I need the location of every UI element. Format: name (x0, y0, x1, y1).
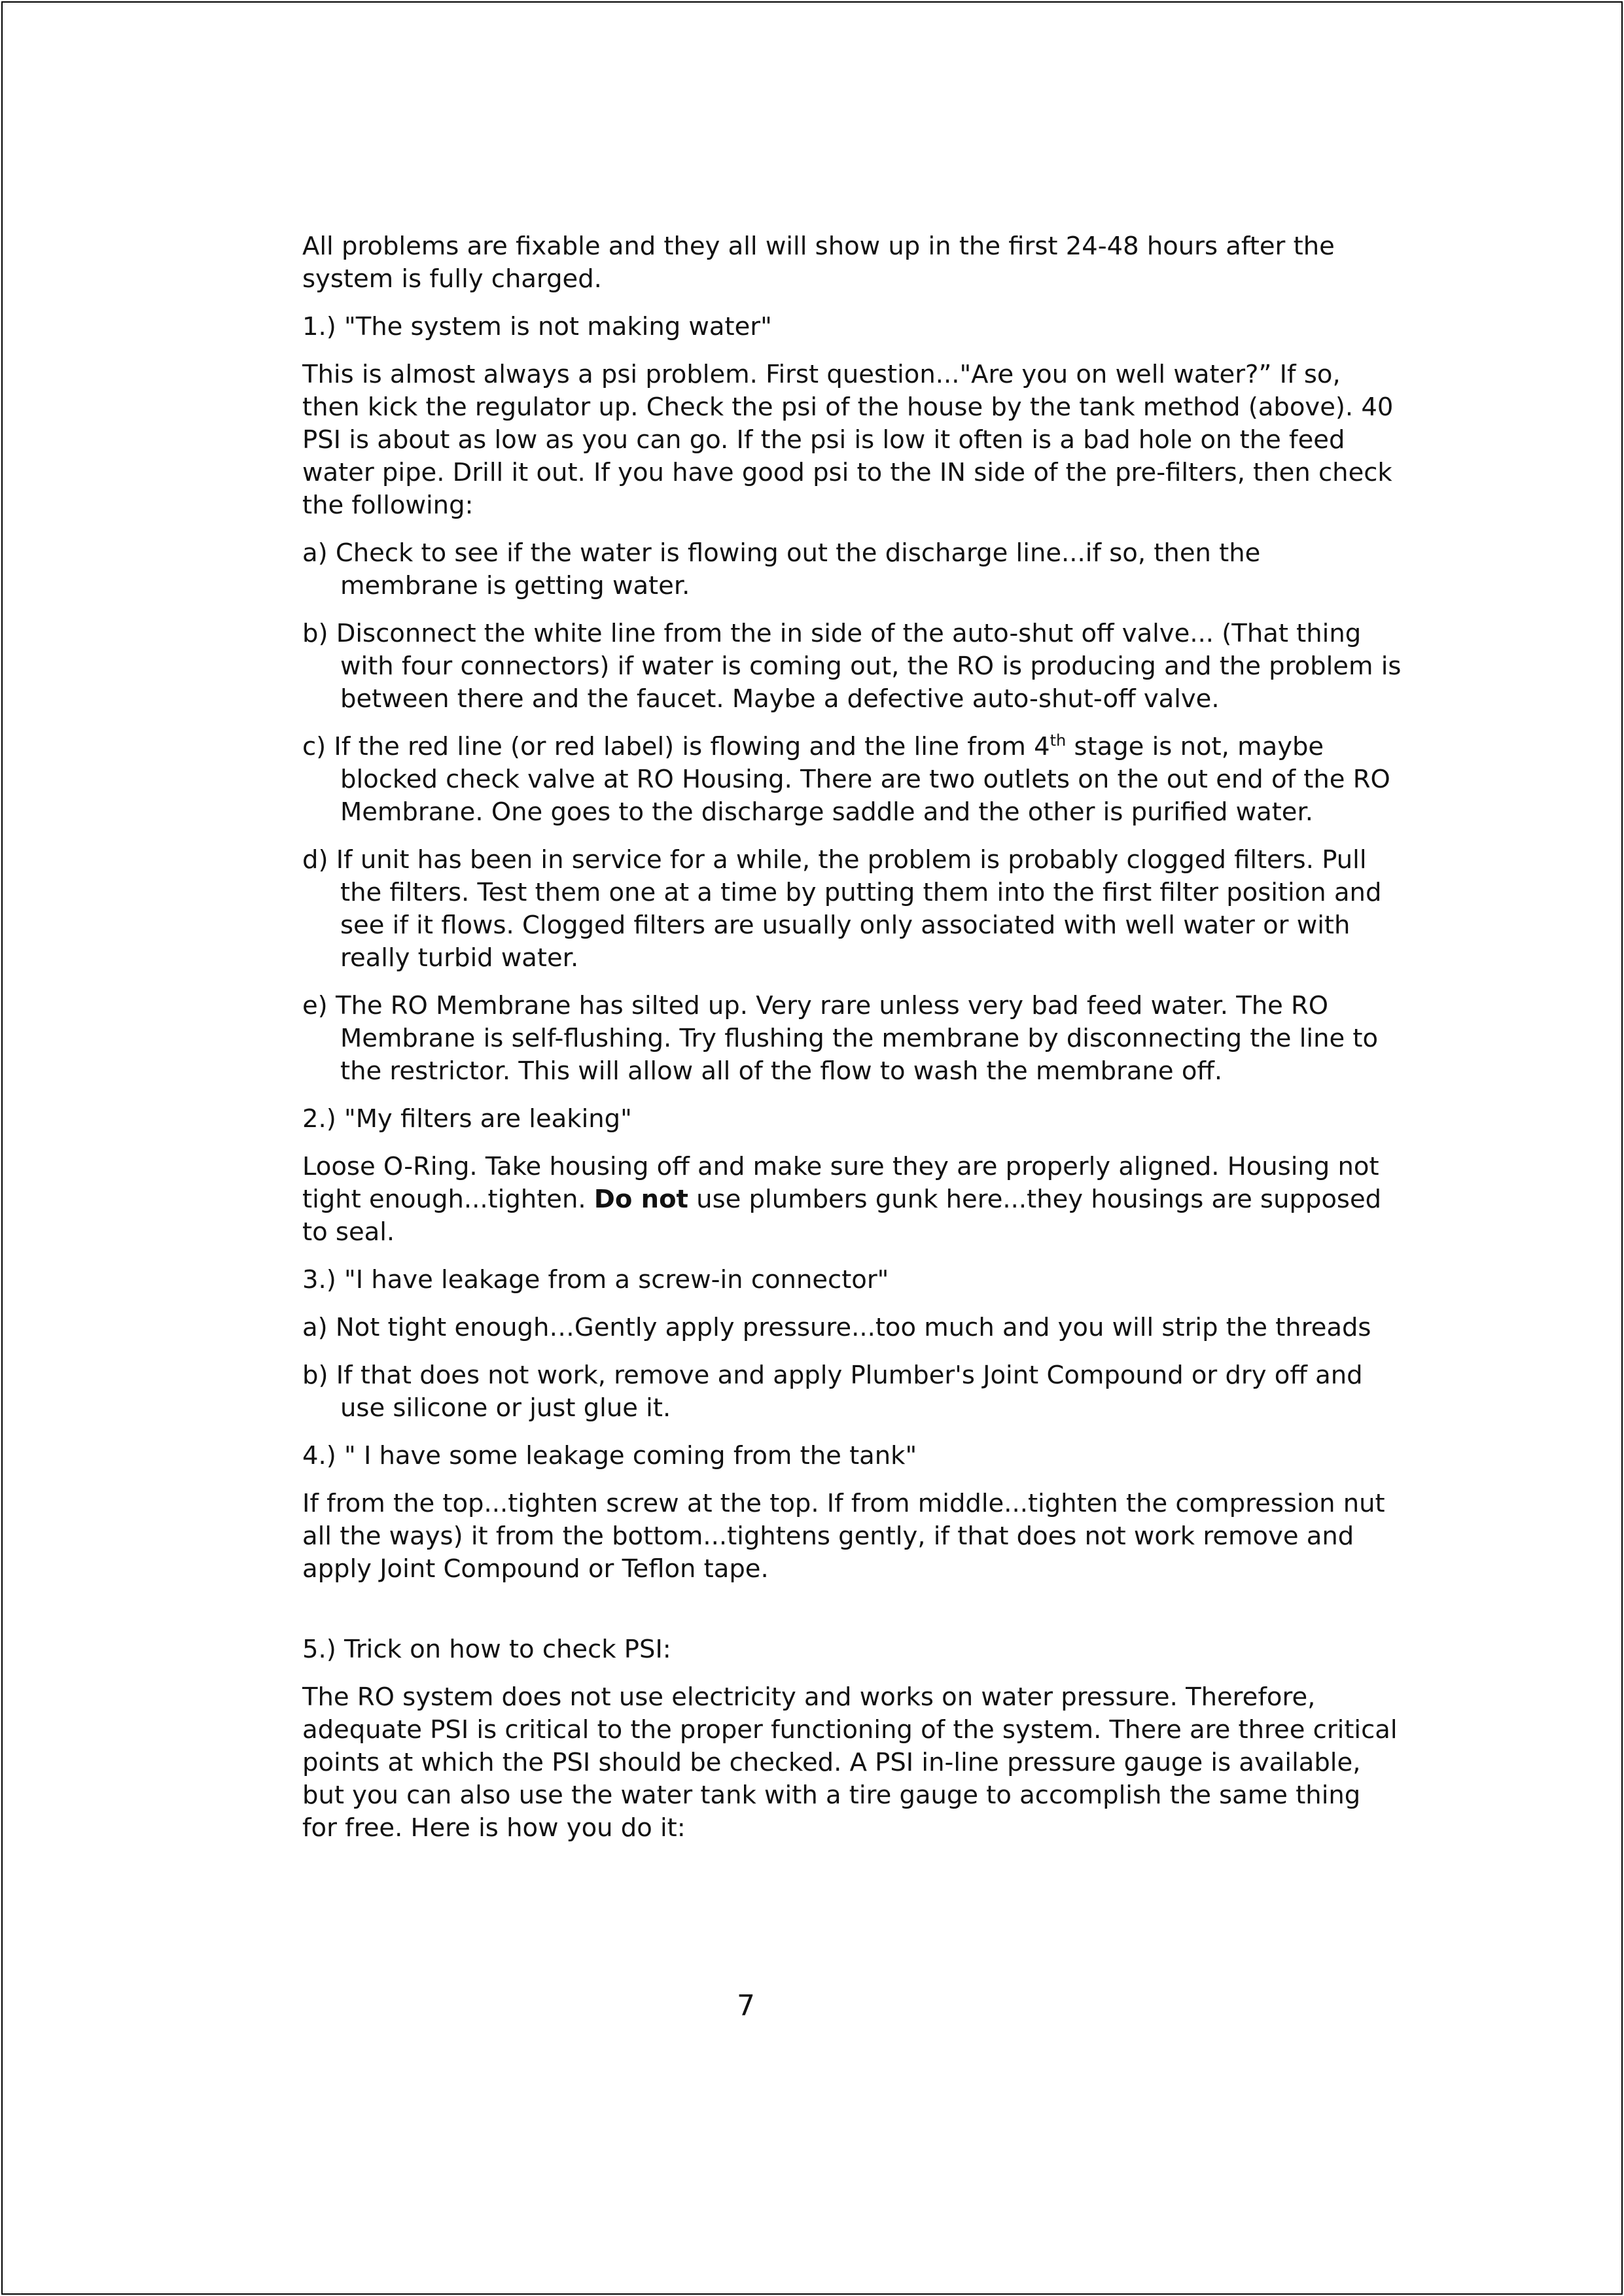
document-body (302, 230, 1402, 1860)
problem-1-body: This is almost always a psi problem. First question..."Are you on well water?” If so, then kick the regulator up. Check the psi of the house by the tank method (above). 40 PSI is about as low as you can go. If the psi is low it often is a bad hole on the feed water pipe. Drill it out. If you have good psi to the IN side of the pre-filters, then check the following: (302, 360, 1394, 520)
problem-1-item-a: a) Check to see if the water is flowing out the discharge line...if so, then the membrane is getting water. (302, 538, 1261, 600)
problem-3-item-a: a) Not tight enough…Gently apply pressure...too much and you will strip the threads (302, 1313, 1371, 1342)
problem-2-heading: 2.) "My filters are leaking" (302, 1104, 632, 1134)
problem-2-text-end: use plumbers gunk here...they housings are supposed to seal. (302, 1185, 1382, 1247)
problem-2-text-start: Loose O-Ring. Take housing off and make sure they are properly aligned. Housing not tight enough...tighten. (302, 1152, 1379, 1214)
do-not-emphasis: Do not (593, 1185, 688, 1214)
problem-3-heading: 3.) "I have leakage from a screw-in connector" (302, 1265, 889, 1295)
intro-paragraph: All problems are fixable and they all will show up in the first 24-48 hours after the system is fully charged. (302, 232, 1335, 294)
problem-3-item-b: b) If that does not work, remove and apply Plumber's Joint Compound or dry off and use silicone or just glue it. (302, 1361, 1363, 1423)
problem-5-heading: 5.) Trick on how to check PSI: (302, 1635, 671, 1664)
page-number: 7 (737, 1989, 755, 2023)
problem-1-heading: 1.) "The system is not making water" (302, 312, 772, 341)
problem-4-body: If from the top...tighten screw at the top. If from middle...tighten the compression nut all the ways) it from the bottom...tightens gently, if that does not work remove and apply Joint Compound or Teflon tape. (302, 1489, 1385, 1584)
problem-4-heading: 4.) " I have some leakage coming from the tank" (302, 1441, 917, 1470)
problem-2-body (302, 1151, 1402, 1249)
problem-1-item-b: b) Disconnect the white line from the in side of the auto-shut off valve... (That thing with four connectors) if water is coming out, the RO is producing and the problem is between there and the faucet. Maybe a defective auto-shut-off valve. (302, 619, 1402, 714)
section-spacer (302, 1601, 1402, 1633)
problem-1-item-d: d) If unit has been in service for a while, the problem is probably clogged filters. Pull the filters. Test them one at a time by putting them into the first filter position and see if it flows. Clogged filters are usually only associated with well water or with really turbid water. (302, 845, 1382, 973)
item-c-text-end: stage is not, maybe blocked check valve at RO Housing. There are two outlets on the out end of the RO Membrane. One goes to the discharge saddle and the other is purified water. (340, 732, 1390, 827)
problem-1-item-e: e) The RO Membrane has silted up. Very rare unless very bad feed water. The RO Membrane is self-flushing. Try flushing the membrane by disconnecting the line to the restrictor. This will allow all of the flow to wash the membrane off. (302, 991, 1379, 1086)
problem-1-item-c (302, 731, 1402, 829)
item-c-text-start: c) If the red line (or red label) is flowing and the line from 4 (302, 732, 1050, 761)
problem-5-body: The RO system does not use electricity and works on water pressure. Therefore, adequate PSI is critical to the proper functioning of the system. There are three critical points at which the PSI should be checked. A PSI in-line pressure gauge is available, but you can also use the water tank with a tire gauge to accomplish the same thing for free. Here is how you do it: (302, 1682, 1398, 1843)
ordinal-superscript: th (1050, 731, 1067, 750)
